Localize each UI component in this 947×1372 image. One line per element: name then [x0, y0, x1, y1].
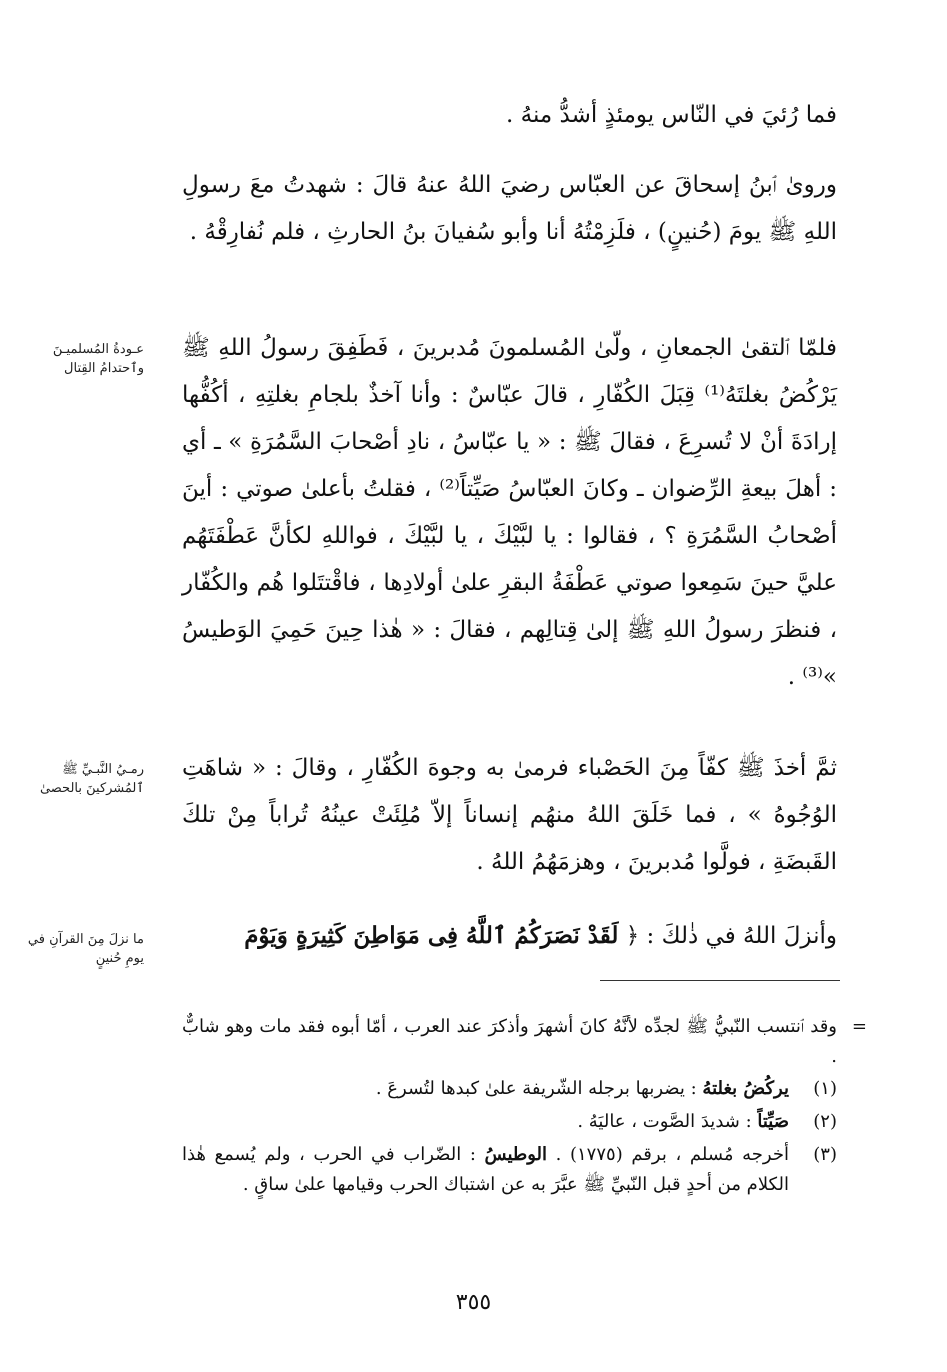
- paragraph-2-text: وروىٰ ٱبنُ إسحاقَ عن العبّاس رضيَ اللهُ عنهُ قالَ : شهدتُ معَ رسولِ اللهِ ﷺ يومَ (حُنينٍ) ، فلَزِمْتُهُ أنا وأبو سُفيانَ بنُ الحارثِ ، فلم نُفارِقْهُ .: [182, 172, 837, 245]
- paragraph-3: [182, 325, 837, 701]
- footnote-continuation: [182, 1012, 867, 1072]
- footnote-1-term: يركُضُ بغلتهُ: [702, 1078, 789, 1099]
- footnote-2-number: (٢): [813, 1111, 837, 1132]
- footnote-3-term: الوطيسُ: [484, 1144, 548, 1165]
- footnote-2-term: صَيِّتاً: [757, 1111, 789, 1132]
- paragraph-5-intro: وأنزلَ اللهُ في ذٰلكَ : ﴿: [625, 923, 837, 949]
- footnote-1: [182, 1074, 837, 1104]
- paragraph-1: [182, 92, 837, 139]
- footnote-1-body: [182, 1074, 789, 1104]
- paragraph-1-text: فما رُئيَ في النّاس يومئذٍ أشدُّ منهُ .: [506, 102, 837, 128]
- footnote-3-number: (٣): [813, 1144, 837, 1165]
- footnote-3-text-a: أخرجه مُسلم ، برقم (١٧٧٥) .: [547, 1144, 789, 1165]
- footnote-1-text: : يضربها برجله الشّريفة علىٰ كبدها لتُسرعَ .: [375, 1078, 703, 1099]
- footnote-3-text-b: : الضّراب في الحرب ، ولم يُسمع هٰذا الكلام من أحدٍ قبل النّبيِّ ﷺ عبَّرَ به عن اشتباك الحرب وقيامها علىٰ ساقٍ .: [182, 1144, 789, 1195]
- footnote-continuation-text: وقد ٱنتسب النّبيُّ ﷺ لجدِّه لأنَّهُ كانَ أشهرَ وأذكرَ عند العرب ، أمّا أبوه فقد مات وهو شابٌّ .: [182, 1016, 837, 1067]
- footnote-2: [182, 1107, 837, 1137]
- page-number: ٣٥٥: [455, 1290, 492, 1315]
- footnote-3-body: [182, 1140, 789, 1200]
- footnote-2-body: [182, 1107, 789, 1137]
- footnote-1-number: (١): [813, 1078, 837, 1099]
- paragraph-5-text: [182, 912, 837, 960]
- footnote-2-text: : شديدَ الصَّوت ، عاليَهُ .: [577, 1111, 758, 1132]
- footnote-3: [182, 1140, 837, 1200]
- side-note-muslims-return: عـودةُ المُسلميـنَ وٱحتدامُ القِتال: [52, 342, 144, 376]
- footnote-separator: [600, 980, 840, 981]
- paragraph-4-text: ثمَّ أخذَ ﷺ كفّاً مِنَ الحَصْباء فرمىٰ به وجوهَ الكُفّارِ ، وقالَ : « شاهَتِ الوُجُوهُ » ، فما خَلَقَ اللهُ منهُم إنساناً إلاّ مُلِئَتْ عينُهُ تُراباً مِنْ تلكَ القَبضَةِ ، فولَّوا مُدبرينَ ، وهزمَهُمُ اللهُ .: [182, 755, 837, 875]
- side-note-prophet-throwing-pebbles: رمـيُ النَّبـيِّ ﷺ ٱلمُشركينَ بالحصىٰ: [39, 762, 144, 796]
- paragraph-2: [182, 162, 837, 256]
- footnotes: [182, 1012, 867, 1200]
- continuation-mark: =: [851, 1016, 867, 1037]
- quran-verse: لَقَدْ نَصَرَكُمُ ٱللَّهُ فِى مَوَاطِنَ كَثِيرَةٍ وَيَوْمَ: [244, 922, 619, 949]
- paragraph-3-text: فلمّا ٱلتقىٰ الجمعانِ ، ولّىٰ المُسلمونَ مُدبرينَ ، فَطَفِقَ رسولُ اللهِ ﷺ يَرْكُضُ بغلتَهُ⁽¹⁾ قِبَلَ الكُفّارِ ، قالَ عبّاسٌ : وأنا آخذٌ بلجامِ بغلتِهِ ، أكُفُّها إرادَةَ أنْ لا تُسرِعَ ، فقالَ ﷺ : « يا عبّاسُ ، نادِ أصْحابَ السَّمُرَةِ » ـ أي : أهلَ بيعةِ الرِّضوان ـ وكانَ العبّاسُ صَيِّتاً⁽²⁾ ، فقلتُ بأعلىٰ صوتي : أينَ أصْحابُ السَّمُرَةِ ؟ ، فقالوا : يا لبَّيْكَ ، يا لبَّيْكَ ، فواللهِ لكأنَّ عَطْفَتَهُم عليَّ حينَ سَمِعوا صوتي عَطْفَةُ البقرِ علىٰ أولادِها ، فاقْتتَلوا هُم والكُفّار ، فنظرَ رسولُ اللهِ ﷺ إلىٰ قِتالِهم ، فقالَ : « هٰذا حِينَ حَمِيَ الوَطيسُ »⁽³⁾ .: [182, 335, 838, 690]
- paragraph-5: [182, 912, 837, 960]
- paragraph-4: [182, 745, 837, 886]
- side-note-revelation-hunayn: ما نزلَ مِنَ القرآنِ في يومِ حُنينٍ: [27, 932, 144, 966]
